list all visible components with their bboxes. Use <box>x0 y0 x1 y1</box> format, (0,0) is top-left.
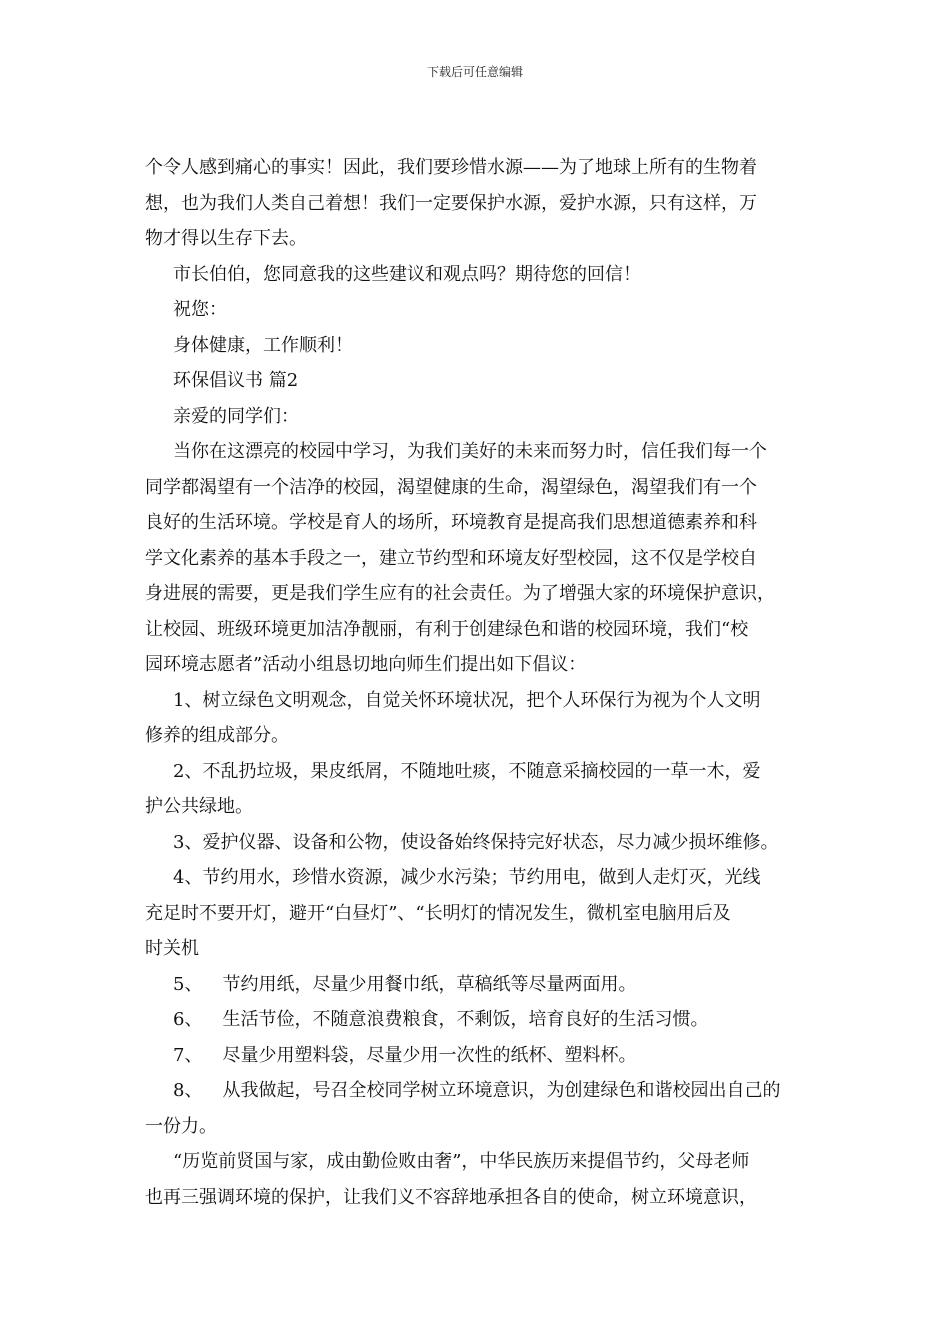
list-item-number: 6、 <box>173 1009 203 1030</box>
document-body <box>145 150 810 1215</box>
list-item <box>145 1073 810 1109</box>
list-item-text: 生活节俭，不随意浪费粮食，不剩饭，培育良好的生活习惯。 <box>222 1009 709 1030</box>
section-heading: 环保倡议书 篇2 <box>173 370 299 391</box>
list-item-text: 尽量少用塑料袋，尽量少用一次性的纸杯、塑料杯。 <box>222 1044 637 1066</box>
salutation: 亲爱的同学们： <box>173 405 299 427</box>
text-line: 市长伯伯，您同意我的这些建议和观点吗？期待您的回信！ <box>173 263 641 285</box>
text-line: 时关机 <box>145 938 199 959</box>
list-item-text: 节约用纸，尽量少用餐巾纸，草稿纸等尽量两面用。 <box>222 973 637 995</box>
text-line: 物才得以生存下去。 <box>145 228 307 249</box>
text-line: 3、爱护仪器、设备和公物，使设备始终保持完好状态，尽力减少损坏维修。 <box>173 831 779 853</box>
text-line: 充足时不要开灯，避开“白昼灯”、“长明灯的情况发生，微机室电脑用后及 <box>145 902 731 924</box>
text-line: 也再三强调环境的保护，让我们义不容辞地承担各自的使命，树立环境意识， <box>145 1186 757 1208</box>
list-item <box>145 967 810 1003</box>
list-item-number: 7、 <box>173 1044 203 1066</box>
page-header-note: 下载后可任意编辑 <box>426 65 523 79</box>
text-line: 祝您： <box>173 299 227 320</box>
list-item-number: 5、 <box>173 973 203 995</box>
text-line: 2、不乱扔垃圾，果皮纸屑，不随地吐痰，不随意采摘校园的一草一木，爱 <box>173 760 761 782</box>
list-item <box>145 1002 810 1038</box>
list-item-text: 从我做起，号召全校同学树立环境意识，为创建绿色和谐校园出自己的 <box>222 1080 781 1101</box>
text-line: 良好的生活环境。学校是育人的场所，环境教育是提高我们思想道德素养和科 <box>145 512 757 533</box>
text-line: 身体健康，工作顺利！ <box>173 334 353 356</box>
text-line: 4、节约用水，珍惜水资源，减少水污染；节约用电，做到人走灯灭，光线 <box>173 867 761 888</box>
text-line: “历览前贤国与家，成由勤俭败由奢”，中华民族历来提倡节约，父母老师 <box>173 1151 750 1172</box>
text-line: 让校园、班级环境更加洁净靓丽，有利于创建绿色和谐的校园环境，我们“校 <box>145 618 749 640</box>
text-line: 一份力。 <box>145 1115 217 1137</box>
list-item <box>145 1038 810 1074</box>
text-line: 个令人感到痛心的事实！因此，我们要珍惜水源——为了地球上所有的生物着 <box>145 157 757 178</box>
text-line: 同学都渴望有一个洁净的校园，渴望健康的生命，渴望绿色，渴望我们有一个 <box>145 476 757 498</box>
text-line: 护公共绿地。 <box>145 796 253 817</box>
text-line: 当你在这漂亮的校园中学习，为我们美好的未来而努力时，信任我们每一个 <box>173 441 767 462</box>
list-item-number: 8、 <box>173 1080 203 1101</box>
text-line: 修养的组成部分。 <box>145 725 289 746</box>
text-line: 学文化素养的基本手段之一，建立节约型和环境友好型校园，这不仅是学校自 <box>145 547 757 569</box>
text-line: 园环境志愿者”活动小组恳切地向师生们提出如下倡议： <box>145 654 587 675</box>
text-line: 想，也为我们人类自己着想！我们一定要保护水源，爱护水源，只有这样，万 <box>145 192 757 214</box>
text-line: 身进展的需要，更是我们学生应有的社会责任。为了增强大家的环境保护意识， <box>145 583 775 604</box>
text-line: 1、树立绿色文明观念，自觉关怀环境状况，把个人环保行为视为个人文明 <box>173 689 761 711</box>
